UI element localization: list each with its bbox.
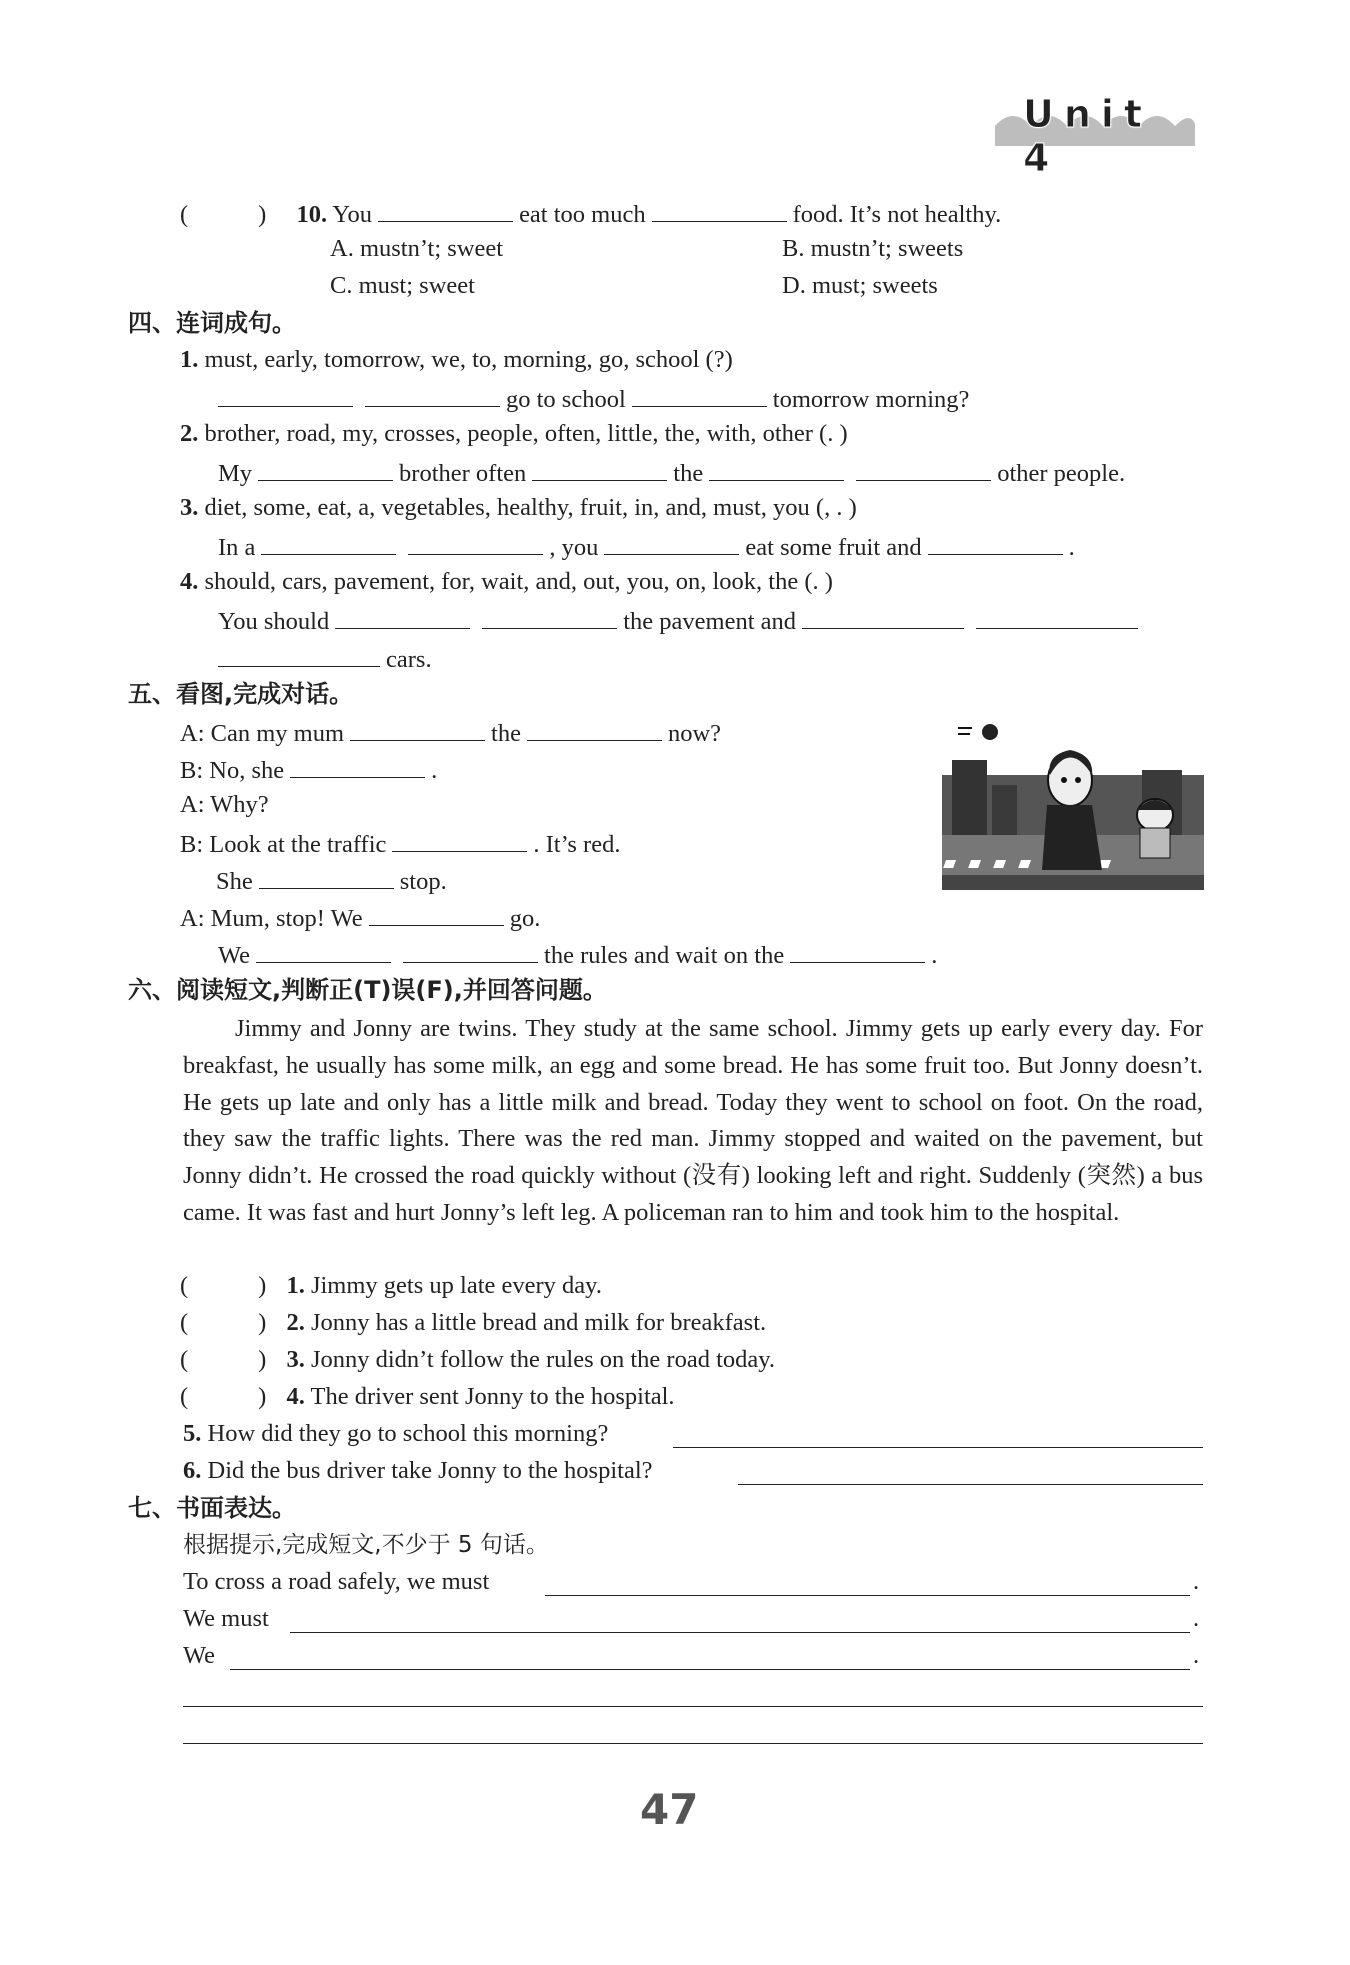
statement-text: Jonny has a little bread and milk for breakfast. — [310, 1309, 767, 1336]
dialog-line-1 — [180, 714, 721, 751]
period: . — [1193, 1642, 1200, 1669]
tf-item-3: ( ) 3. Jonny didn’t follow the rules on the road today. — [180, 1346, 776, 1373]
fixed-text: You should — [218, 608, 330, 635]
writing-line-2-label: We must — [183, 1605, 269, 1632]
unit-label: Unit 4 — [1023, 92, 1153, 180]
fixed-text: My — [218, 460, 253, 487]
writing-instruction: 根据提示,完成短文,不少于 5 句话。 — [183, 1532, 549, 1558]
fixed-text: brother often — [399, 460, 527, 487]
s4-item-2-words — [180, 417, 848, 451]
option-b: B. mustn’t; sweets — [782, 235, 964, 262]
answer-blank[interactable] — [256, 936, 391, 963]
s4-item-1-answer — [212, 380, 969, 417]
stem-text: eat too much — [519, 201, 646, 228]
word-list: brother, road, my, crosses, people, often, little, the, with, other (. ) — [204, 420, 848, 447]
dialog-text: . — [931, 942, 938, 969]
fixed-text: cars. — [386, 646, 432, 673]
fixed-text: the — [673, 460, 704, 487]
option-a: A. mustn’t; sweet — [330, 235, 504, 262]
dialog-text: B: Look at the traffic — [180, 831, 387, 858]
answer-blank[interactable] — [335, 602, 470, 629]
fixed-text: other people. — [997, 460, 1126, 487]
s4-item-4-words — [180, 565, 833, 599]
answer-blank[interactable] — [604, 528, 739, 555]
dialog-line-7 — [218, 936, 937, 973]
question-text: Did the bus driver take Jonny to the hospital? — [207, 1457, 653, 1484]
answer-blank[interactable] — [709, 454, 844, 481]
answer-blank[interactable] — [856, 454, 991, 481]
section-7-title: 七、书面表达。 — [128, 1494, 296, 1522]
tf-item-1: ( ) 1. Jimmy gets up late every day. — [180, 1272, 602, 1299]
writing-line[interactable] — [545, 1595, 1190, 1596]
writing-line-3-label: We — [183, 1642, 216, 1669]
answer-line[interactable] — [738, 1484, 1203, 1485]
dialog-text: She — [216, 868, 253, 895]
dialog-text: A: Mum, stop! We — [180, 905, 363, 932]
statement-text: Jimmy gets up late every day. — [310, 1272, 602, 1299]
answer-blank[interactable] — [392, 825, 527, 852]
item-number: 4. — [286, 1383, 305, 1410]
dialog-line-4 — [180, 825, 620, 862]
answer-blank[interactable] — [258, 454, 393, 481]
answer-blank[interactable] — [928, 528, 1063, 555]
question-number: 10. — [296, 201, 328, 228]
question-text: How did they go to school this morning? — [207, 1420, 609, 1447]
unit-badge — [995, 92, 1195, 180]
writing-line[interactable] — [183, 1743, 1203, 1744]
word-list: must, early, tomorrow, we, to, morning, go, school (?) — [204, 346, 733, 373]
dialog-line-3: A: Why? — [180, 791, 269, 818]
fixed-text: , you — [549, 534, 599, 561]
fixed-text: eat some fruit and — [745, 534, 922, 561]
answer-blank[interactable] — [259, 862, 394, 889]
answer-blank[interactable] — [218, 640, 380, 667]
answer-blank[interactable] — [365, 380, 500, 407]
dialog-text: B: No, she — [180, 757, 285, 784]
answer-blank[interactable] — [378, 195, 513, 222]
item-number: 1. — [286, 1272, 305, 1299]
answer-blank[interactable] — [369, 899, 504, 926]
stem-text: food. It’s not healthy. — [792, 201, 1002, 228]
street-crossing-illustration — [942, 720, 1204, 890]
answer-blank[interactable] — [408, 528, 543, 555]
answer-blank[interactable] — [802, 602, 964, 629]
fixed-text: . — [1068, 534, 1075, 561]
fixed-text: In a — [218, 534, 256, 561]
dialog-line-5 — [216, 862, 447, 899]
question-6 — [183, 1454, 653, 1488]
s4-item-3-answer — [218, 528, 1075, 565]
word-list: should, cars, pavement, for, wait, and, out, you, on, look, the (. ) — [204, 568, 833, 595]
statement-text: Jonny didn’t follow the rules on the road today. — [310, 1346, 776, 1373]
answer-blank[interactable] — [632, 380, 767, 407]
item-number: 1. — [180, 346, 199, 373]
section-4-title: 四、连词成句。 — [128, 309, 296, 337]
dialog-text: . — [431, 757, 438, 784]
answer-blank[interactable] — [790, 936, 925, 963]
dialog-text: . It’s red. — [533, 831, 621, 858]
dialog-text: go. — [509, 905, 541, 932]
option-d: D. must; sweets — [782, 272, 938, 299]
dialog-text: now? — [667, 720, 722, 747]
answer-blank[interactable] — [652, 195, 787, 222]
dialog-line-6 — [180, 899, 540, 936]
period: . — [1193, 1568, 1200, 1595]
s4-item-4-answer-cont — [212, 640, 432, 677]
answer-paren-open: ( — [180, 201, 189, 228]
writing-line[interactable] — [183, 1706, 1203, 1707]
fixed-text: the pavement and — [623, 608, 797, 635]
tf-item-2: ( ) 2. Jonny has a little bread and milk for breakfast. — [180, 1309, 767, 1336]
section-5-title: 五、看图,完成对话。 — [128, 680, 354, 708]
option-c: C. must; sweet — [330, 272, 475, 299]
item-number: 4. — [180, 568, 199, 595]
answer-blank[interactable] — [403, 936, 538, 963]
answer-blank[interactable] — [976, 602, 1138, 629]
tf-item-4: ( ) 4. The driver sent Jonny to the hospital. — [180, 1383, 675, 1410]
s4-item-1-words — [180, 343, 733, 377]
statement-text: The driver sent Jonny to the hospital. — [310, 1383, 675, 1410]
answer-blank[interactable] — [218, 380, 353, 407]
period: . — [1193, 1605, 1200, 1632]
item-number: 2. — [180, 420, 199, 447]
dialog-text: stop. — [399, 868, 447, 895]
dialog-text: A: Can my mum — [180, 720, 345, 747]
passage-text: Jimmy and Jonny are twins. They study at the same school. Jimmy gets up early every day. For breakfast, he usually has some milk, an egg and some bread. He has some fruit too. But Jonny doesn’t. He gets up late and only has a little milk and bread. Today they went to school on foot. On the road, they saw the traffic lights. There was the red man. Jimmy stopped and waited on the pavement, but Jonny didn’t. He crossed the road quickly without (没有) looking left and right. Suddenly (突然) a bus came. It was fast and hurt Jonny’s left leg. A policeman ran to him and took him to the hospital. — [183, 1015, 1203, 1226]
answer-blank[interactable] — [482, 602, 617, 629]
page-number: 47 — [640, 1785, 699, 1834]
fixed-text: tomorrow morning? — [772, 386, 970, 413]
item-number: 3. — [286, 1346, 305, 1373]
item-number: 3. — [180, 494, 199, 521]
fixed-text: go to school — [506, 386, 626, 413]
s4-item-2-answer — [218, 454, 1125, 491]
dialog-text: the — [491, 720, 521, 747]
answer-blank[interactable] — [532, 454, 667, 481]
answer-blank[interactable] — [350, 714, 485, 741]
answer-blank[interactable] — [261, 528, 396, 555]
answer-line[interactable] — [673, 1447, 1203, 1448]
word-list: diet, some, eat, a, vegetables, healthy, fruit, in, and, must, you (, . ) — [204, 494, 857, 521]
reading-passage — [183, 1011, 1203, 1232]
writing-line[interactable] — [290, 1632, 1190, 1633]
dialog-line-2 — [180, 751, 437, 788]
item-number: 6. — [183, 1457, 202, 1484]
answer-blank[interactable] — [527, 714, 662, 741]
answer-paren-close: ) — [258, 201, 267, 228]
question-5 — [183, 1417, 608, 1451]
section-6-title: 六、阅读短文,判断正(T)误(F),并回答问题。 — [128, 976, 607, 1004]
dialog-text: the rules and wait on the — [544, 942, 785, 969]
s4-item-4-answer — [218, 602, 1144, 639]
dialog-text: We — [218, 942, 251, 969]
q10-stem — [180, 195, 1001, 232]
s4-item-3-words — [180, 491, 857, 525]
item-number: 2. — [286, 1309, 305, 1336]
stem-text: You — [332, 201, 373, 228]
item-number: 5. — [183, 1420, 202, 1447]
writing-line[interactable] — [230, 1669, 1190, 1670]
answer-blank[interactable] — [290, 751, 425, 778]
writing-line-1-label: To cross a road safely, we must — [183, 1568, 490, 1595]
